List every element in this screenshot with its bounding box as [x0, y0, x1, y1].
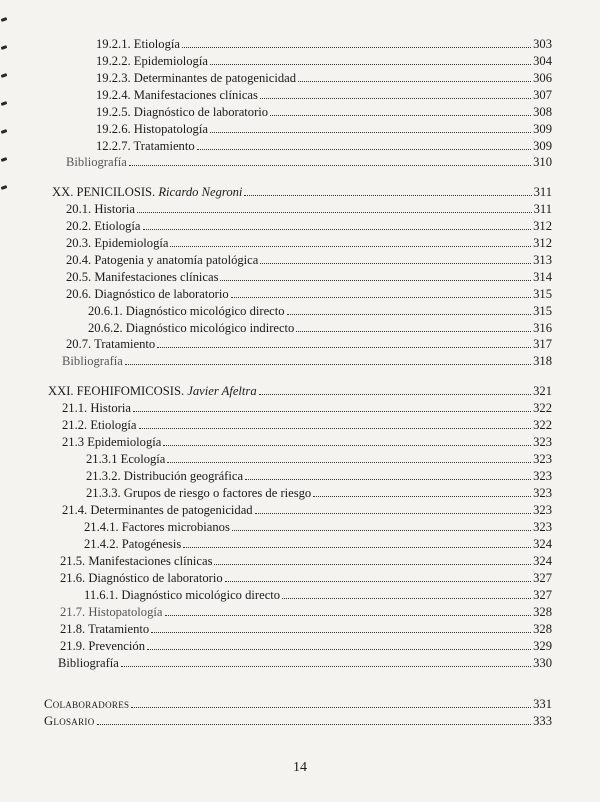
dot-leader	[231, 297, 531, 298]
toc-entry-title: 20.7. Tratamiento	[66, 337, 156, 351]
toc-entry-page: 327	[533, 588, 552, 602]
dot-leader	[143, 229, 532, 230]
toc-entry-title: 21.3.2. Distribución geográfica	[86, 469, 244, 483]
dot-leader	[287, 314, 532, 315]
dot-leader	[232, 530, 531, 531]
dot-leader	[163, 445, 531, 446]
toc-entry-page: 307	[533, 88, 552, 102]
dot-leader	[197, 149, 531, 150]
toc-entry-title: 19.2.6. Histopatología	[96, 122, 208, 136]
toc-entry-title: 20.1. Historia	[66, 202, 135, 216]
toc-entry-page: 318	[533, 354, 552, 368]
dot-leader	[259, 394, 531, 395]
toc-entry	[44, 713, 552, 729]
toc-entry	[62, 353, 552, 369]
toc-entry	[66, 269, 552, 285]
dot-leader	[255, 513, 532, 514]
dot-leader	[220, 280, 531, 281]
dot-leader	[260, 263, 531, 264]
toc-entry-title: 19.2.3. Determinantes de patogenicidad	[96, 71, 297, 85]
toc-entry	[96, 36, 552, 52]
dot-leader	[245, 479, 531, 480]
toc-entry-page: 312	[533, 236, 552, 250]
toc-entry-page: 321	[533, 384, 552, 398]
dot-leader	[182, 47, 531, 48]
toc-entry-title: 19.2.5. Diagnóstico de laboratorio	[96, 105, 269, 119]
toc-entry	[44, 696, 552, 712]
dot-leader	[183, 547, 531, 548]
dot-leader	[121, 666, 531, 667]
dot-leader	[129, 165, 531, 166]
toc-entry-page: 327	[533, 571, 552, 585]
toc-entry	[96, 70, 552, 86]
toc-entry	[66, 154, 552, 170]
toc-entry-title: 11.6.1. Diagnóstico micológico directo	[84, 588, 281, 602]
toc-entry-title: 21.3.1 Ecología	[86, 452, 166, 466]
toc-entry	[84, 587, 552, 603]
toc-entry-page: 323	[533, 520, 552, 534]
toc-entry-page: 316	[533, 321, 552, 335]
dot-leader	[137, 212, 532, 213]
toc-entry	[62, 434, 552, 450]
toc-entry-page: 315	[533, 287, 552, 301]
scan-margin-marks	[0, 0, 12, 250]
toc-entry	[66, 235, 552, 251]
dot-leader	[210, 64, 531, 65]
toc-entry	[88, 320, 552, 336]
toc-entry	[96, 87, 552, 103]
toc-entry-title: 20.4. Patogenia y anatomía patológica	[66, 253, 259, 267]
toc-entry	[96, 121, 552, 137]
toc-entry	[60, 638, 552, 654]
toc-entry-page: 317	[533, 337, 552, 351]
toc-entry-page: 310	[533, 155, 552, 169]
toc-entry-title: 12.2.7. Tratamiento	[96, 139, 195, 153]
toc-entry-title: 20.2. Etiología	[66, 219, 141, 233]
toc-entry-title: 21.3 Epidemiología	[62, 435, 162, 449]
toc-entry-page: 313	[533, 253, 552, 267]
toc-entry	[96, 53, 552, 69]
toc-entry-page: 322	[533, 418, 552, 432]
toc-entry-page: 328	[533, 622, 552, 636]
dot-leader	[260, 98, 531, 99]
toc-entry-title: 19.2.2. Epidemiología	[96, 54, 208, 68]
dot-leader	[151, 632, 531, 633]
toc-entry-page: 323	[533, 435, 552, 449]
toc-entry-page: 309	[533, 122, 552, 136]
dot-leader	[210, 132, 531, 133]
toc-entry-title: Bibliografía	[66, 155, 127, 169]
dot-leader	[147, 649, 531, 650]
dot-leader	[167, 462, 531, 463]
toc-entry-page: 308	[533, 105, 552, 119]
toc-entry-page: 323	[533, 503, 552, 517]
toc-entry	[86, 468, 552, 484]
toc-entry	[60, 553, 552, 569]
toc-entry-title: 19.2.1. Etiología	[96, 37, 180, 51]
toc-entry-page: 306	[533, 71, 552, 85]
toc-entry	[66, 201, 552, 217]
page-number: 14	[293, 760, 307, 775]
toc-entry	[96, 104, 552, 120]
toc-entry-page: 309	[533, 139, 552, 153]
dot-leader	[157, 347, 531, 348]
toc-entry-page: 314	[533, 270, 552, 284]
toc-entry-title: 21.7. Histopatología	[60, 605, 163, 619]
dot-leader	[270, 115, 531, 116]
dot-leader	[97, 724, 532, 725]
toc-entry	[60, 570, 552, 586]
dot-leader	[165, 615, 532, 616]
toc-entry	[66, 218, 552, 234]
toc-entry	[62, 417, 552, 433]
toc-entry-page: 304	[533, 54, 552, 68]
toc-entry-page: 324	[533, 554, 552, 568]
toc-entry-page: 323	[533, 469, 552, 483]
toc-entry-title: 21.1. Historia	[62, 401, 131, 415]
toc-entry-title: XXI. FEOHIFOMICOSIS. Javier Afeltra	[48, 384, 257, 398]
toc-entry-title: 21.5. Manifestaciones clínicas	[60, 554, 213, 568]
dot-leader	[214, 564, 531, 565]
toc-entry-page: 312	[533, 219, 552, 233]
toc-entry-page: 324	[533, 537, 552, 551]
toc-entry-page: 333	[533, 714, 552, 728]
toc-entry	[66, 252, 552, 268]
toc-entry-page: 323	[533, 486, 552, 500]
toc-entry-title: 21.8. Tratamiento	[60, 622, 150, 636]
dot-leader	[125, 364, 531, 365]
toc-entry-title: Bibliografía	[62, 354, 123, 368]
toc-entry-page: 303	[533, 37, 552, 51]
dot-leader	[225, 581, 531, 582]
toc-entry-page: 329	[533, 639, 552, 653]
toc-entry	[96, 138, 552, 154]
dot-leader	[313, 496, 531, 497]
toc-entry	[84, 536, 552, 552]
dot-leader	[298, 81, 531, 82]
toc-entry-title: 20.5. Manifestaciones clínicas	[66, 270, 219, 284]
toc-entry-title: Bibliografía	[58, 656, 119, 670]
toc-entry-title: 21.6. Diagnóstico de laboratorio	[60, 571, 223, 585]
toc-entry	[86, 451, 552, 467]
toc-entry-title: 20.6.2. Diagnóstico micológico indirecto	[88, 321, 295, 335]
toc-entry-title: 21.9. Prevención	[60, 639, 145, 653]
toc-entry-title: Glosario	[44, 714, 95, 728]
toc-entry	[48, 383, 552, 399]
toc-entry	[60, 621, 552, 637]
toc-entry	[60, 604, 552, 620]
dot-leader	[244, 195, 531, 196]
toc-entry	[58, 655, 552, 671]
toc-entry-title: 19.2.4. Manifestaciones clínicas	[96, 88, 258, 102]
toc-entry	[52, 184, 552, 200]
toc-entry-page: 322	[533, 401, 552, 415]
toc-entry-title: 21.4.1. Factores microbianos	[84, 520, 230, 534]
toc-entry-page: 311	[533, 202, 552, 216]
toc-entry-title: 20.6.1. Diagnóstico micológico directo	[88, 304, 285, 318]
toc-entry	[66, 336, 552, 352]
dot-leader	[139, 428, 532, 429]
toc-entry-page: 315	[533, 304, 552, 318]
toc-entry	[84, 519, 552, 535]
toc-entry-title: 20.6. Diagnóstico de laboratorio	[66, 287, 229, 301]
toc-entry-page: 328	[533, 605, 552, 619]
toc-entry-author: Ricardo Negroni	[158, 185, 243, 199]
toc-entry-page: 323	[533, 452, 552, 466]
toc-entry	[62, 400, 552, 416]
dot-leader	[282, 598, 531, 599]
dot-leader	[170, 246, 531, 247]
toc-entry-title: 21.3.3. Grupos de riesgo o factores de riesgo	[86, 486, 312, 500]
toc-entry-title: Colaboradores	[44, 697, 130, 711]
toc-entry-page: 331	[533, 697, 552, 711]
toc-entry-title: 21.2. Etiología	[62, 418, 137, 432]
toc-entry-title: XX. PENICILOSIS. Ricardo Negroni	[52, 185, 243, 199]
toc-entry-page: 330	[533, 656, 552, 670]
dot-leader	[296, 331, 531, 332]
dot-leader	[133, 411, 531, 412]
toc-entry	[88, 303, 552, 319]
toc-entry-title: 21.4.2. Patogénesis	[84, 537, 182, 551]
toc-entry-title: 21.4. Determinantes de patogenicidad	[62, 503, 253, 517]
toc-entry-author: Javier Afeltra	[187, 384, 257, 398]
dot-leader	[131, 707, 531, 708]
toc-entry	[86, 485, 552, 501]
toc-entry	[62, 502, 552, 518]
toc-entry-title: 20.3. Epidemiología	[66, 236, 169, 250]
toc-entry-page: 311	[533, 185, 552, 199]
toc-entry	[66, 286, 552, 302]
